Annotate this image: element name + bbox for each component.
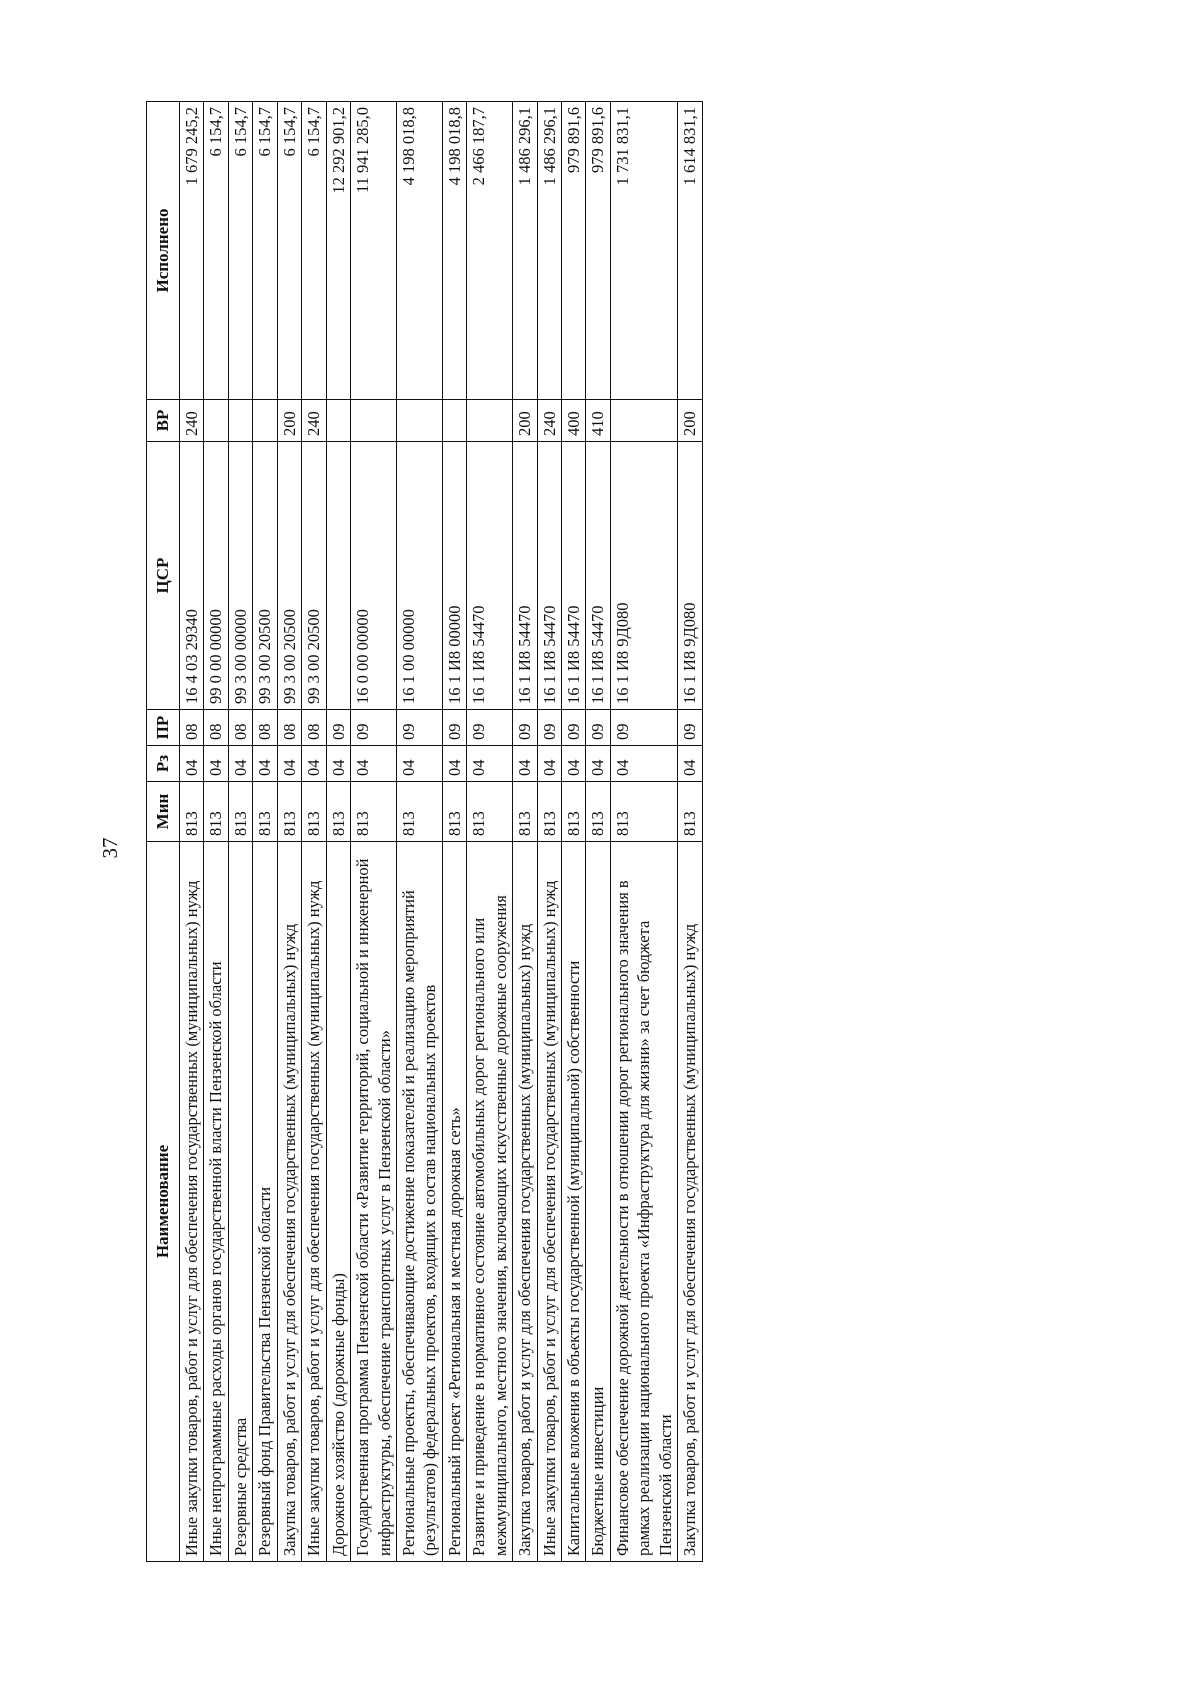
cell-rz: 04 xyxy=(467,746,513,782)
cell-pr: 08 xyxy=(302,710,326,746)
table-row xyxy=(610,102,677,1562)
cell-name: Иные закупки товаров, работ и услуг для обеспечения государственных (муниципальных) нужд xyxy=(302,842,326,1562)
cell-name: Региональные проекты, обеспечивающие достижение показателей и реализацию мероприятий (результатов) федеральных проектов, входящих в состав национальных проектов xyxy=(396,842,442,1562)
cell-min: 813 xyxy=(277,782,301,842)
cell-pr: 09 xyxy=(678,710,702,746)
table-row xyxy=(396,102,442,1562)
cell-csr: 16 1 И8 54470 xyxy=(586,442,610,710)
cell-min: 813 xyxy=(467,782,513,842)
cell-pr: 09 xyxy=(562,710,586,746)
cell-csr: 16 1 И8 00000 xyxy=(442,442,466,710)
table-body xyxy=(180,102,703,1562)
cell-vr xyxy=(351,400,397,442)
table-row xyxy=(562,102,586,1562)
cell-vr xyxy=(326,400,350,442)
table-row xyxy=(228,102,252,1562)
cell-amount: 1 486 296,1 xyxy=(513,102,537,400)
cell-rz: 04 xyxy=(678,746,702,782)
cell-min: 813 xyxy=(586,782,610,842)
cell-pr: 09 xyxy=(537,710,561,746)
table-row xyxy=(277,102,301,1562)
cell-pr: 08 xyxy=(277,710,301,746)
cell-rz: 04 xyxy=(586,746,610,782)
cell-csr: 99 3 00 20500 xyxy=(302,442,326,710)
cell-csr: 16 1 И8 54470 xyxy=(467,442,513,710)
cell-vr xyxy=(610,400,677,442)
header-amount: Исполнено xyxy=(147,102,180,400)
cell-vr xyxy=(442,400,466,442)
cell-name: Развитие и приведение в нормативное состояние автомобильных дорог регионального или межмуниципального, местного значения, включающих искусственные дорожные сооружения xyxy=(467,842,513,1562)
cell-min: 813 xyxy=(253,782,277,842)
cell-rz: 04 xyxy=(537,746,561,782)
rotated-table-container xyxy=(146,102,1054,1562)
cell-pr: 09 xyxy=(610,710,677,746)
cell-pr: 09 xyxy=(467,710,513,746)
cell-vr: 240 xyxy=(180,400,204,442)
cell-min: 813 xyxy=(537,782,561,842)
header-min: Мин xyxy=(147,782,180,842)
cell-csr: 99 3 00 20500 xyxy=(277,442,301,710)
cell-rz: 04 xyxy=(228,746,252,782)
cell-csr: 99 3 00 00000 xyxy=(228,442,252,710)
header-vr: ВР xyxy=(147,400,180,442)
cell-name: Резервные средства xyxy=(228,842,252,1562)
table-row xyxy=(326,102,350,1562)
cell-amount: 12 292 901,2 xyxy=(326,102,350,400)
cell-vr: 200 xyxy=(678,400,702,442)
cell-min: 813 xyxy=(610,782,677,842)
cell-name: Иные закупки товаров, работ и услуг для обеспечения государственных (муниципальных) нужд xyxy=(180,842,204,1562)
cell-amount: 11 941 285,0 xyxy=(351,102,397,400)
cell-rz: 04 xyxy=(442,746,466,782)
cell-min: 813 xyxy=(396,782,442,842)
cell-amount: 4 198 018,8 xyxy=(442,102,466,400)
cell-vr: 200 xyxy=(513,400,537,442)
cell-csr: 99 0 00 00000 xyxy=(204,442,228,710)
table-row xyxy=(586,102,610,1562)
cell-vr xyxy=(204,400,228,442)
cell-name: Закупка товаров, работ и услуг для обеспечения государственных (муниципальных) нужд xyxy=(513,842,537,1562)
cell-rz: 04 xyxy=(562,746,586,782)
cell-name: Дорожное хозяйство (дорожные фонды) xyxy=(326,842,350,1562)
cell-rz: 04 xyxy=(396,746,442,782)
cell-amount: 6 154,7 xyxy=(204,102,228,400)
cell-amount: 2 466 187,7 xyxy=(467,102,513,400)
cell-name: Региональный проект «Региональная и местная дорожная сеть» xyxy=(442,842,466,1562)
cell-vr xyxy=(467,400,513,442)
cell-amount: 979 891,6 xyxy=(586,102,610,400)
table-row xyxy=(537,102,561,1562)
budget-table xyxy=(146,101,703,1562)
table-row xyxy=(253,102,277,1562)
cell-name: Капитальные вложения в объекты государственной (муниципальной) собственности xyxy=(562,842,586,1562)
table-row xyxy=(180,102,204,1562)
cell-amount: 6 154,7 xyxy=(228,102,252,400)
cell-vr xyxy=(396,400,442,442)
cell-name: Финансовое обеспечение дорожной деятельности в отношении дорог регионального значения в рамках реализации национального проекта «Инфраструктура для жизни» за счет бюджета Пензенской области xyxy=(610,842,677,1562)
cell-amount: 1 486 296,1 xyxy=(537,102,561,400)
cell-min: 813 xyxy=(351,782,397,842)
header-name: Наименование xyxy=(147,842,180,1562)
cell-name: Закупка товаров, работ и услуг для обеспечения государственных (муниципальных) нужд xyxy=(678,842,702,1562)
cell-pr: 08 xyxy=(204,710,228,746)
cell-name: Иные непрограммные расходы органов государственной власти Пензенской области xyxy=(204,842,228,1562)
table-row xyxy=(302,102,326,1562)
cell-vr: 400 xyxy=(562,400,586,442)
cell-pr: 09 xyxy=(513,710,537,746)
cell-name: Закупка товаров, работ и услуг для обеспечения государственных (муниципальных) нужд xyxy=(277,842,301,1562)
cell-pr: 09 xyxy=(396,710,442,746)
cell-csr: 16 1 И8 54470 xyxy=(513,442,537,710)
cell-csr: 16 0 00 00000 xyxy=(351,442,397,710)
cell-name: Резервный фонд Правительства Пензенской области xyxy=(253,842,277,1562)
cell-vr: 240 xyxy=(537,400,561,442)
cell-csr: 16 1 И8 9Д080 xyxy=(678,442,702,710)
cell-vr: 240 xyxy=(302,400,326,442)
cell-name: Бюджетные инвестиции xyxy=(586,842,610,1562)
header-rz: Рз xyxy=(147,746,180,782)
cell-rz: 04 xyxy=(253,746,277,782)
cell-csr: 16 1 00 00000 xyxy=(396,442,442,710)
cell-pr: 08 xyxy=(180,710,204,746)
cell-amount: 4 198 018,8 xyxy=(396,102,442,400)
cell-rz: 04 xyxy=(513,746,537,782)
table-row xyxy=(204,102,228,1562)
cell-rz: 04 xyxy=(204,746,228,782)
cell-amount: 6 154,7 xyxy=(302,102,326,400)
cell-min: 813 xyxy=(562,782,586,842)
cell-pr: 09 xyxy=(586,710,610,746)
table-row xyxy=(513,102,537,1562)
cell-csr: 16 1 И8 54470 xyxy=(562,442,586,710)
cell-amount: 6 154,7 xyxy=(253,102,277,400)
cell-min: 813 xyxy=(180,782,204,842)
cell-min: 813 xyxy=(678,782,702,842)
cell-min: 813 xyxy=(204,782,228,842)
cell-rz: 04 xyxy=(351,746,397,782)
cell-pr: 08 xyxy=(228,710,252,746)
table-row xyxy=(351,102,397,1562)
header-pr: ПР xyxy=(147,710,180,746)
cell-min: 813 xyxy=(228,782,252,842)
cell-min: 813 xyxy=(302,782,326,842)
cell-name: Иные закупки товаров, работ и услуг для обеспечения государственных (муниципальных) нужд xyxy=(537,842,561,1562)
cell-csr: 99 3 00 20500 xyxy=(253,442,277,710)
cell-pr: 09 xyxy=(351,710,397,746)
table-header-row xyxy=(147,102,180,1562)
cell-name: Государственная программа Пензенской области «Развитие территорий, социальной и инженерной инфраструктуры, обеспечение транспортных услуг в Пензенской области» xyxy=(351,842,397,1562)
cell-vr xyxy=(253,400,277,442)
cell-amount: 1 614 831,1 xyxy=(678,102,702,400)
cell-csr: 16 4 03 29340 xyxy=(180,442,204,710)
cell-amount: 1 731 831,1 xyxy=(610,102,677,400)
cell-rz: 04 xyxy=(610,746,677,782)
table-row xyxy=(678,102,702,1562)
cell-vr: 410 xyxy=(586,400,610,442)
cell-rz: 04 xyxy=(326,746,350,782)
cell-rz: 04 xyxy=(180,746,204,782)
cell-csr xyxy=(326,442,350,710)
cell-rz: 04 xyxy=(302,746,326,782)
header-csr: ЦСР xyxy=(147,442,180,710)
cell-min: 813 xyxy=(442,782,466,842)
cell-pr: 09 xyxy=(326,710,350,746)
cell-csr: 16 1 И8 54470 xyxy=(537,442,561,710)
table-row xyxy=(442,102,466,1562)
cell-min: 813 xyxy=(513,782,537,842)
table-row xyxy=(467,102,513,1562)
cell-amount: 6 154,7 xyxy=(277,102,301,400)
cell-amount: 1 679 245,2 xyxy=(180,102,204,400)
page-number: 37 xyxy=(98,837,122,859)
cell-amount: 979 891,6 xyxy=(562,102,586,400)
cell-min: 813 xyxy=(326,782,350,842)
cell-vr: 200 xyxy=(277,400,301,442)
cell-csr: 16 1 И8 9Д080 xyxy=(610,442,677,710)
cell-vr xyxy=(228,400,252,442)
cell-pr: 09 xyxy=(442,710,466,746)
cell-rz: 04 xyxy=(277,746,301,782)
cell-pr: 08 xyxy=(253,710,277,746)
